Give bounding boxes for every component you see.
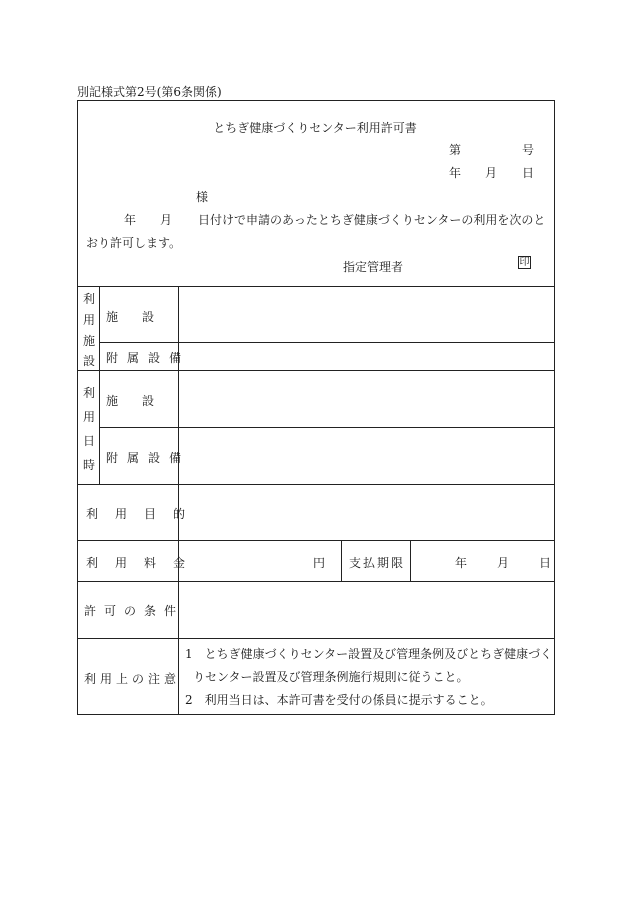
issue-date-year: 年 [449,166,462,180]
facility-group-char: 利 [83,292,96,306]
row-divider [77,370,555,371]
note-line-2: りセンター設置及び管理条例施行規則に従うこと。 [193,670,469,684]
purpose-label: 利用目的 [86,507,203,521]
facility-label: 施 設 [106,310,155,324]
facility-group-char: 設 [83,354,96,368]
datetime-group-char: 日 [83,434,96,448]
deadline-year: 年 [455,556,468,570]
form-number-label: 別記様式第2号(第6条関係) [77,85,222,99]
facility-group-char: 用 [83,313,96,327]
document-title: とちぎ健康づくりセンター利用許可書 [213,121,417,135]
notes-label: 利用上の注意 [84,672,181,686]
datetime-group-char: 利 [83,386,96,400]
row-divider [77,484,555,485]
conditions-label: 許可の条件 [84,604,185,618]
body-year: 年 [124,213,137,227]
equipment-label: 附属設備 [106,351,191,365]
datetime-group-char: 用 [83,410,96,424]
row-divider [77,286,555,287]
equipment-label: 附属設備 [106,451,191,465]
datetime-group-char: 時 [83,458,96,472]
row-divider [77,638,555,639]
number-suffix: 号 [522,143,535,157]
number-prefix: 第 [449,143,462,157]
column-divider [410,540,411,581]
note-line-1: 1 とちぎ健康づくりセンター設置及び管理条例及びとちぎ健康づく [185,647,553,661]
deadline-month: 月 [497,556,510,570]
body-text-line-1: 日付けで申請のあったとちぎ健康づくりセンターの利用を次のと [198,213,546,227]
facility-group-char: 施 [83,334,96,348]
column-divider [341,540,342,581]
deadline-day: 日 [539,556,552,570]
body-month: 月 [160,213,173,227]
issue-date-day: 日 [522,166,535,180]
row-divider [99,342,555,343]
fee-unit: 円 [313,556,326,570]
issue-date-month: 月 [485,166,498,180]
addressee-suffix: 様 [196,190,209,204]
facility-label: 施 設 [106,394,155,408]
note-line-3: 2 利用当日は、本許可書を受付の係員に提示すること。 [185,693,493,707]
column-divider [99,286,100,484]
seal-mark: 印 [519,257,530,268]
body-text-line-2: おり許可します。 [86,236,182,250]
manager-label: 指定管理者 [343,260,404,274]
payment-deadline-label: 支払期限 [349,556,406,570]
fee-label: 利用料金 [86,556,203,570]
row-divider [99,427,555,428]
row-divider [77,540,555,541]
row-divider [77,581,555,582]
